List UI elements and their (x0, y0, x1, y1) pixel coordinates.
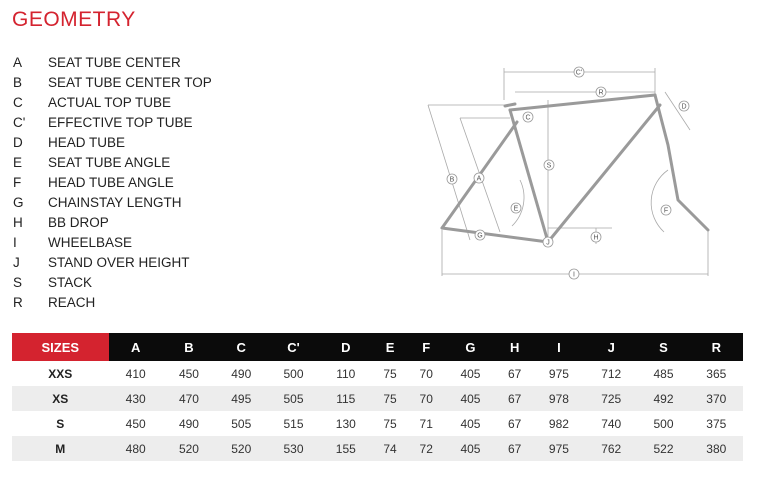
table-cell: 530 (267, 436, 319, 461)
table-cell: 67 (508, 416, 522, 431)
legend-key: E (13, 155, 23, 170)
marker-i: I (573, 271, 575, 279)
legend-label: ACTUAL TOP TUBE (48, 95, 172, 110)
dimension-markers (447, 67, 689, 279)
table-cell: 492 (637, 386, 689, 411)
marker-c: C (525, 114, 531, 122)
table-cell: 365 (706, 366, 727, 381)
table-cell: 450 (178, 366, 199, 381)
table-cell: 70 (408, 386, 444, 411)
legend-key: S (13, 275, 23, 290)
legend-key: J (13, 255, 20, 270)
table-cell: 75 (372, 386, 408, 411)
table-cell: 490 (231, 366, 252, 381)
legend-label: STACK (48, 275, 93, 290)
table-cell: 505 (267, 386, 319, 411)
column-header: H (497, 333, 533, 361)
column-header: A (109, 333, 163, 361)
marker-g: G (477, 232, 483, 240)
legend-item (13, 153, 212, 173)
table-cell: 375 (706, 416, 727, 431)
legend-item (13, 133, 212, 153)
legend-item (13, 53, 212, 73)
table-row (12, 411, 743, 436)
legend-key: R (13, 295, 23, 310)
marker-e: E (513, 205, 519, 213)
table-row (12, 361, 743, 386)
column-header: F (408, 333, 444, 361)
legend-item (13, 293, 212, 313)
table-cell: 370 (690, 386, 743, 411)
marker-r: R (598, 89, 604, 97)
table-cell: 975 (533, 436, 585, 461)
table-cell: 405 (444, 436, 496, 461)
legend-key: A (13, 55, 23, 70)
table-cell: 67 (508, 366, 522, 381)
column-header: J (585, 333, 637, 361)
table-cell: 500 (283, 366, 304, 381)
legend-key: F (13, 175, 22, 190)
table-cell: 485 (653, 366, 674, 381)
legend-item (13, 253, 212, 273)
legend-item (13, 113, 212, 133)
table-cell: 515 (283, 416, 304, 431)
frame-geometry-diagram (425, 60, 725, 285)
legend-item (13, 273, 212, 293)
table-cell: 982 (548, 416, 569, 431)
table-cell: 430 (109, 386, 163, 411)
table-cell: 712 (601, 366, 622, 381)
legend-key: C (13, 95, 23, 110)
table-cell: 978 (533, 386, 585, 411)
marker-f: F (663, 207, 669, 215)
legend-label: WHEELBASE (48, 235, 133, 250)
legend-label: EFFECTIVE TOP TUBE (48, 115, 193, 130)
column-header: E (372, 333, 408, 361)
bike-frame (442, 95, 708, 242)
table-cell: 500 (653, 416, 674, 431)
legend-label: BB DROP (48, 215, 109, 230)
table-cell: 74 (372, 436, 408, 461)
legend-label: SEAT TUBE CENTER TOP (48, 75, 212, 90)
legend-label: REACH (48, 295, 96, 310)
dimension-lines (428, 68, 708, 276)
table-cell: 155 (320, 436, 372, 461)
geometry-table (12, 333, 743, 461)
legend-label: SEAT TUBE ANGLE (48, 155, 171, 170)
marker-d: D (681, 103, 687, 111)
column-header: I (533, 333, 585, 361)
table-cell: 67 (497, 436, 533, 461)
table-cell: 67 (497, 386, 533, 411)
legend-label: CHAINSTAY LENGTH (48, 195, 182, 210)
legend-key: C' (13, 115, 26, 130)
legend-label: HEAD TUBE (48, 135, 126, 150)
table-cell: 490 (178, 416, 199, 431)
table-cell: 410 (125, 366, 146, 381)
table-cell: 522 (637, 436, 689, 461)
geometry-legend (13, 53, 212, 313)
legend-label: HEAD TUBE ANGLE (48, 175, 174, 190)
column-header: G (444, 333, 496, 361)
size-cell: M (12, 436, 109, 461)
column-header: D (320, 333, 372, 361)
table-cell: 740 (601, 416, 622, 431)
legend-key: G (13, 195, 24, 210)
table-cell: 450 (125, 416, 146, 431)
legend-key: D (13, 135, 23, 150)
table-cell: 520 (215, 436, 267, 461)
size-cell: XS (12, 386, 109, 411)
legend-key: H (13, 215, 23, 230)
table-cell: 70 (419, 366, 433, 381)
table-cell: 380 (690, 436, 743, 461)
table-cell: 72 (408, 436, 444, 461)
legend-item (13, 233, 212, 253)
table-header-row (12, 333, 743, 361)
legend-item (13, 93, 212, 113)
marker-j: J (546, 239, 550, 247)
table-cell: 975 (548, 366, 569, 381)
column-header: B (163, 333, 215, 361)
marker-b: B (449, 176, 455, 184)
legend-item (13, 193, 212, 213)
table-cell: 470 (163, 386, 215, 411)
legend-key: I (13, 235, 17, 250)
table-cell: 495 (215, 386, 267, 411)
column-header: R (690, 333, 743, 361)
table-cell: 505 (231, 416, 252, 431)
table-cell: 110 (336, 366, 356, 381)
size-cell: S (56, 416, 65, 431)
table-cell: 520 (163, 436, 215, 461)
column-header: C' (267, 333, 319, 361)
table-cell: 75 (383, 416, 397, 431)
size-cell: XXS (48, 366, 73, 381)
table-cell: 405 (444, 386, 496, 411)
table-row (12, 386, 743, 411)
legend-label: SEAT TUBE CENTER (48, 55, 181, 70)
legend-label: STAND OVER HEIGHT (48, 255, 190, 270)
table-cell: 480 (109, 436, 163, 461)
table-cell: 115 (320, 386, 372, 411)
table-cell: 405 (460, 416, 481, 431)
table-cell: 725 (585, 386, 637, 411)
legend-item (13, 213, 212, 233)
table-cell: 405 (460, 366, 481, 381)
column-header: C (215, 333, 267, 361)
sizes-header: SIZES (12, 333, 109, 361)
table-cell: 75 (383, 366, 397, 381)
table-cell: 71 (419, 416, 433, 431)
marker-h: H (593, 234, 599, 242)
marker-s: S (546, 162, 552, 170)
legend-item (13, 73, 212, 93)
column-header: S (637, 333, 689, 361)
legend-item (13, 173, 212, 193)
table-cell: 130 (335, 416, 356, 431)
table-row (12, 436, 743, 461)
legend-key: B (13, 75, 23, 90)
table-cell: 762 (585, 436, 637, 461)
page-title: GEOMETRY (12, 8, 136, 31)
marker-c-prime: C' (575, 69, 583, 77)
marker-a: A (476, 175, 482, 183)
